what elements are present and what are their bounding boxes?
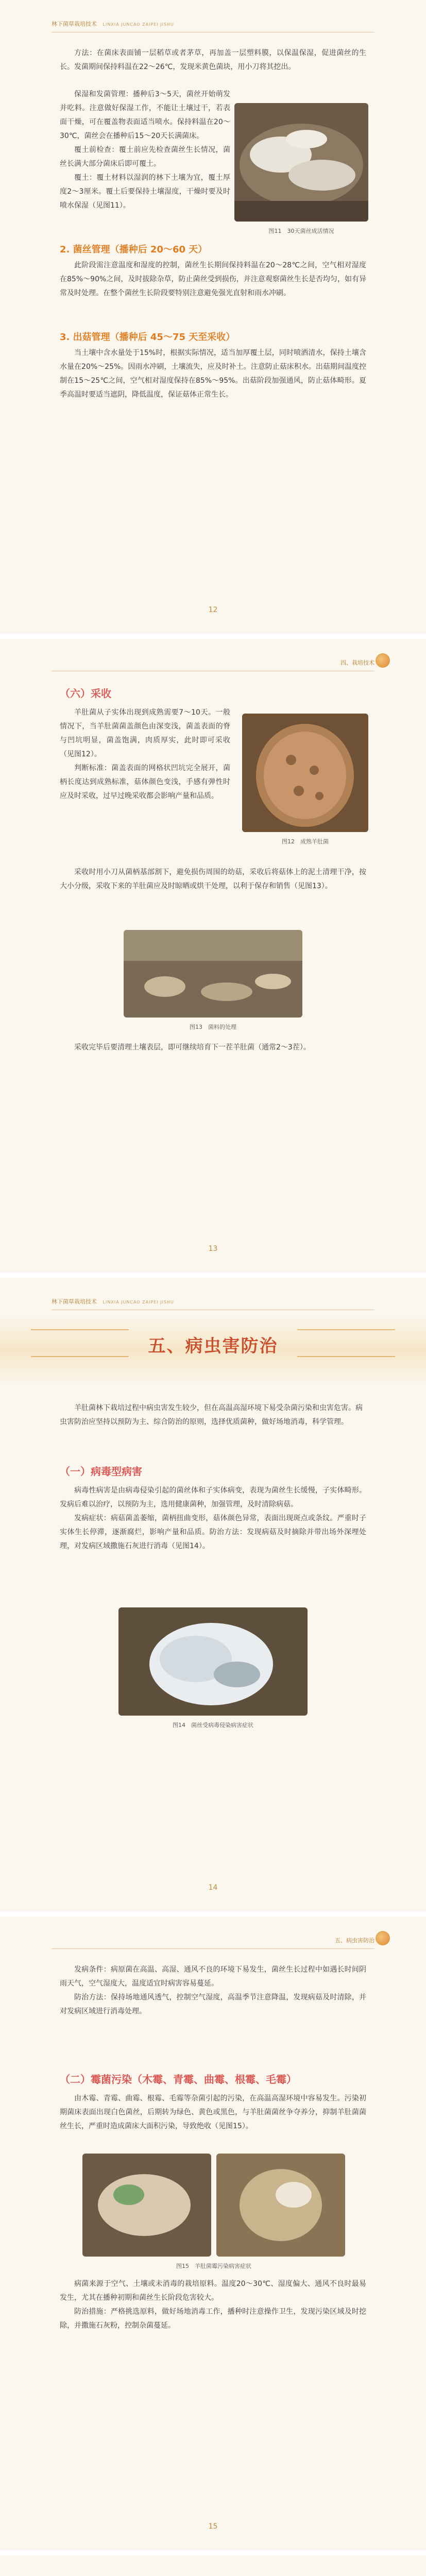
body-text — [60, 46, 366, 74]
paragraph: 防治措施：严格挑选原料，做好场地消毒工作，播种时注意操作卫生，发现污染区域及时挖除，并撒施石灰粉，控制杂菌蔓延。 — [60, 2308, 366, 2330]
paragraph: 由木霉、青霉、曲霉、根霉、毛霉等杂菌引起的污染，在高温高湿环境中容易发生。污染初期菌床表面出现白色菌丝，后期转为绿色、黄色或黑色，与羊肚菌菌丝争夺养分，抑制羊肚菌菌丝生长，严重时造成菌床大面积污染，导致绝收（见图15）。 — [60, 2094, 366, 2130]
body-text — [60, 88, 230, 213]
section-heading: （六）采收 — [60, 687, 111, 700]
page-14 — [0, 1278, 426, 1917]
section-heading: （二）霉菌污染（木霉、青霉、曲霉、根霉、毛霉） — [60, 2073, 297, 2086]
paragraph: 覆土：覆土材料以湿润的林下土壤为宜，覆土厚度2～3厘米。覆土后要保持土壤湿度，干燥时要及时喷水保湿（见图11）。 — [60, 174, 230, 210]
chapter-intro: 羊肚菌林下栽培过程中病虫害发生较少，但在高温高湿环境下易受杂菌污染和虫害危害。病虫害防治应坚持以预防为主、综合防治的原则，选择优质菌种，做好场地消毒，科学管理。 — [60, 1404, 363, 1426]
body-text — [60, 1041, 366, 1055]
figure-caption: 图14 菌丝受病毒侵染病害症状 — [173, 1722, 253, 1728]
header-rule — [52, 1948, 374, 1949]
figure-12 — [242, 714, 368, 832]
page-15 — [0, 1917, 426, 2555]
paragraph: 防治方法：保持场地通风透气，控制空气湿度，高温季节注意降温，发现病菇及时清除，并对发病区域进行消毒处理。 — [60, 1993, 366, 2015]
figure-15-right — [216, 2154, 345, 2257]
harvest-bed-image — [124, 930, 302, 1018]
mushroom-decoration-icon — [376, 653, 390, 668]
page-number: 12 — [0, 606, 426, 614]
morel-image — [242, 714, 368, 832]
header-title: 林下菌草栽培技术 — [52, 21, 97, 27]
running-header — [52, 20, 374, 31]
running-header — [52, 658, 374, 670]
header-title: 林下菌草栽培技术 — [52, 1298, 97, 1305]
mycelium-bed-image — [234, 103, 368, 222]
figure-caption: 图13 菌料的处理 — [190, 1024, 236, 1030]
page-16 — [0, 2555, 426, 2576]
page-number: 13 — [0, 1245, 426, 1253]
mold-bed-image — [82, 2154, 211, 2257]
paragraph: 采收完毕后要清理土壤表层，即可继续培育下一茬羊肚菌（通常2～3茬）。 — [74, 1043, 311, 1052]
body-text — [60, 866, 366, 893]
body-text — [60, 2277, 366, 2333]
header-subtitle: LINXIA JUNCAO ZAIPEI JISHU — [103, 1300, 174, 1304]
section-heading: 3. 出菇管理（播种后 45～75 天至采收） — [60, 332, 235, 343]
paragraph: 发病症状：病菇菌盖萎缩，菌柄扭曲变形，菇体颜色异常，表面出现斑点或条纹。严重时子实体生长停滞，逐渐腐烂，影响产量和品质。防治方法：发现病菇及时摘除并带出场外深埋处理，对发病区域撒施石灰进行消毒（见图14）。 — [60, 1514, 366, 1550]
running-header — [52, 1936, 374, 1947]
page-number: 15 — [0, 2522, 426, 2531]
paragraph: 采收时用小刀从菌柄基部割下，避免损伤周围的幼菇，采收后将菇体上的泥土清理干净，按大小分级，采收下来的羊肚菌应及时晾晒或烘干处理，以利于保存和销售（见图13）。 — [60, 868, 366, 890]
figure-14 — [118, 1607, 308, 1716]
paragraph: 病菌来源于空气、土壤或未消毒的栽培原料。温度20～30℃、湿度偏大、通风不良时最易发生，尤其在播种初期和菌丝生长阶段危害较大。 — [60, 2280, 366, 2302]
figure-caption: 图15 羊肚菌霉污染病害症状 — [176, 2263, 251, 2269]
paragraph: 羊肚菌从子实体出现到成熟需要7～10天。一般情况下，当羊肚菌菌盖颜色由深变浅，菌盖表面的脊与凹坑明显，菌盖饱满，肉质厚实，此时即可采收（见图12）。 — [60, 708, 230, 758]
header-section: 四、栽培技术 — [340, 659, 374, 666]
paragraph: 方法：在菌床表面铺一层稻草或者茅草，再加盖一层塑料膜，以保温保湿，促进菌丝的生长。发菌期间保持料温在22～26℃，发现米黄色菌块，用小刀将其挖出。 — [60, 49, 366, 71]
paragraph: 病毒性病害是由病毒侵染引起的菌丝体和子实体病变，表现为菌丝生长缓慢，子实体畸形。发病后难以治疗，以预防为主，选用健康菌种，加强管理，及时清除病菇。 — [60, 1486, 366, 1509]
figure-11 — [234, 103, 368, 222]
paragraph: 此阶段需注意温度和湿度的控制，菌丝生长期间保持料温在20～28℃之间，空气相对湿度在85%～90%之间，及时拔除杂草，防止菌丝受到损伤，并注意观察菌丝生长是否均匀，如有异常及时处理。在整个菌丝生长阶段要特别注意避免强光直射和雨水冲刷。 — [60, 261, 366, 297]
chapter-title: 五、病虫害防治 — [148, 1336, 278, 1357]
figure-caption: 图12 成熟羊肚菌 — [282, 838, 329, 845]
figure-caption: 图11 30天菌丝成活情况 — [268, 228, 334, 234]
paragraph: 发病条件：病原菌在高温、高湿、通风不良的环境下易发生，菌丝生长过程中如遇长时间阴雨天气，空气湿度大，温度适宜时病害容易蔓延。 — [60, 1965, 366, 1988]
section-heading: 2. 菌丝管理（播种后 20～60 天） — [60, 244, 208, 255]
figure-15-left — [82, 2154, 211, 2257]
body-text — [60, 706, 230, 803]
header-section: 五、病虫害防治 — [335, 1937, 374, 1944]
section-heading: （一）病毒型病害 — [60, 1465, 142, 1478]
page-number: 14 — [0, 1884, 426, 1892]
body-text — [60, 1484, 366, 1553]
body-text — [60, 259, 366, 300]
paragraph: 保湿和发菌管理：播种后3～5天，菌丝开始萌发并吃料。注意做好保湿工作，不能让土壤过干，若表面干燥，可在覆盖物表面适当喷水。保持料温在20～30℃，菌丝会在播种后15～20天长满菌床。 — [60, 90, 230, 140]
mushroom-decoration-icon — [376, 1931, 390, 1945]
body-text — [60, 1963, 366, 2019]
paragraph: 当土壤中含水量处于15%时，根据实际情况，适当加厚覆土层，同时喷洒清水，保持土壤含水量在20%～25%。因雨水冲刷，土壤流失，应及时补土。注意防止菇床积水。出菇期间温度控制在15～25℃之间，空气相对湿度保持在85%～95%。出菇阶段加强通风，防止菇体畸形。夏季高温时要适当遮阴，降低温度，保证菇体正常生长。 — [60, 349, 366, 399]
page-13 — [0, 639, 426, 1278]
paragraph: 判断标准：菌盖表面的网格状凹坑完全展开，菌柄长度达到成熟标准，菇体颜色变浅，手感有弹性时应及时采收，过早过晚采收都会影响产量和品质。 — [60, 764, 230, 800]
header-subtitle: LINXIA JUNCAO ZAIPEI JISHU — [103, 22, 174, 27]
page-12 — [0, 0, 426, 639]
paragraph: 覆土前检查：覆土前应先检查菌丝生长情况，菌丝长满大部分菌床后即可覆土。 — [60, 146, 230, 168]
body-text — [60, 346, 366, 402]
mold-mushroom-image — [216, 2154, 345, 2257]
disease-symptom-image — [118, 1607, 308, 1716]
body-text — [60, 2092, 366, 2133]
figure-13 — [124, 930, 302, 1018]
running-header — [52, 1297, 374, 1309]
